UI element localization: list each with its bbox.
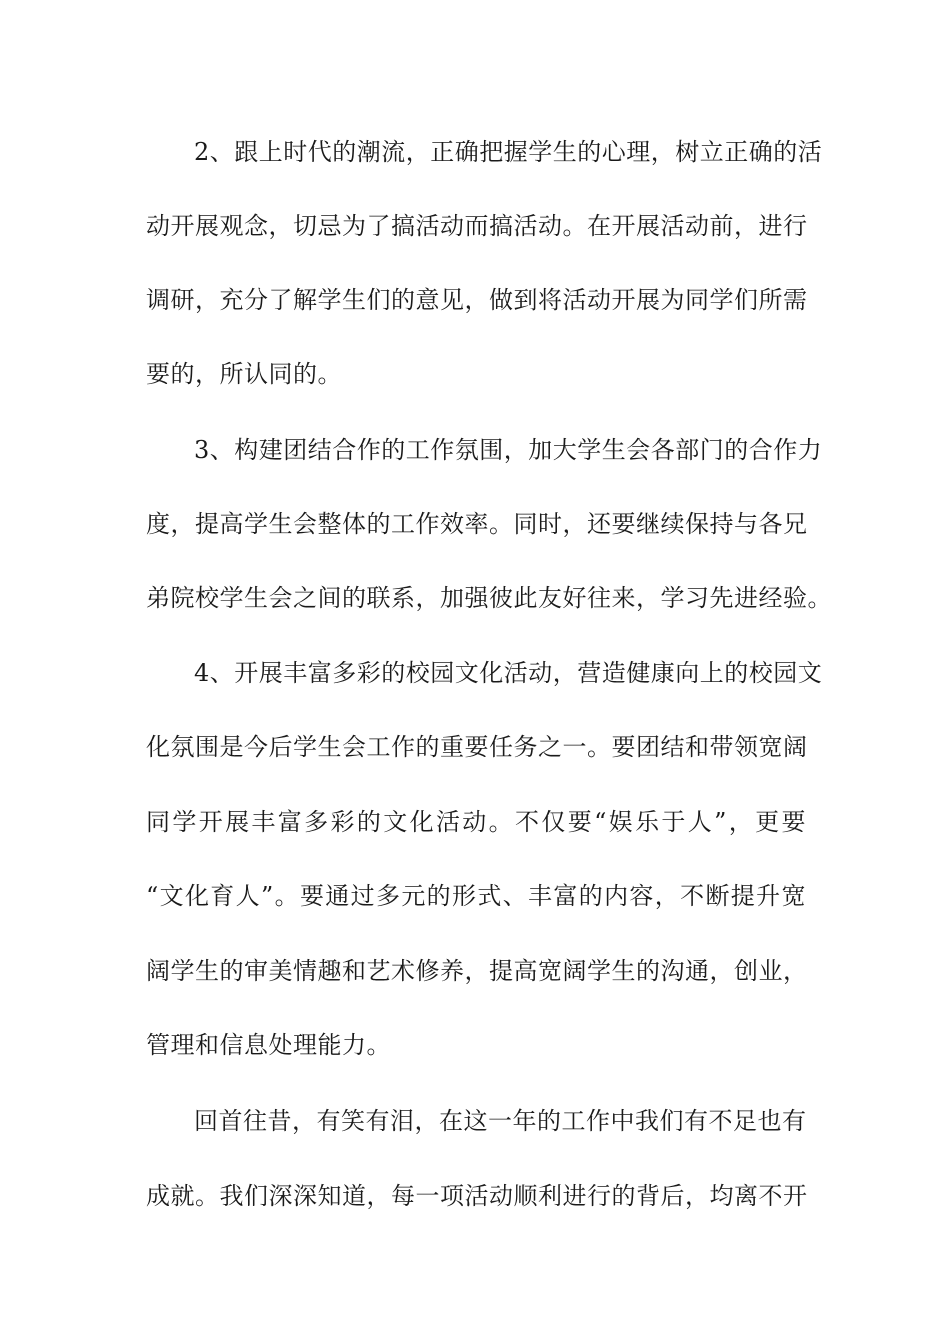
paragraph-2-line-4: 要的，所认同的。	[146, 360, 342, 388]
paragraph-4-line-4: “文化育人”。要通过多元的形式、丰富的内容，不断提升宽	[146, 882, 806, 910]
paragraph-3-line-2: 度，提高学生会整体的工作效率。同时，还要继续保持与各兄	[146, 510, 808, 538]
paragraph-3-line-1: 3、构建团结合作的工作氛围，加大学生会各部门的合作力	[194, 436, 823, 464]
paragraph-4-line-5: 阔学生的审美情趣和艺术修养，提高宽阔学生的沟通，创业，	[146, 957, 808, 985]
paragraph-3-line-3: 弟院校学生会之间的联系，加强彼此友好往来，学习先进经验。	[146, 584, 832, 612]
paragraph-4-line-3: 同学开展丰富多彩的文化活动。不仅要“娱乐于人”，更要	[146, 808, 806, 836]
paragraph-5-line-1: 回首往昔，有笑有泪，在这一年的工作中我们有不足也有	[194, 1107, 807, 1135]
paragraph-2-line-2: 动开展观念，切忌为了搞活动而搞活动。在开展活动前，进行	[146, 212, 808, 240]
paragraph-4-line-1: 4、开展丰富多彩的校园文化活动，营造健康向上的校园文	[194, 659, 823, 687]
paragraph-2-line-3: 调研，充分了解学生们的意见，做到将活动开展为同学们所需	[146, 286, 808, 314]
paragraph-2-line-1: 2、跟上时代的潮流，正确把握学生的心理，树立正确的活	[194, 138, 823, 166]
paragraph-4-line-6: 管理和信息处理能力。	[146, 1031, 391, 1059]
paragraph-4-line-2: 化氛围是今后学生会工作的重要任务之一。要团结和带领宽阔	[146, 733, 808, 761]
paragraph-5-line-2: 成就。我们深深知道，每一项活动顺利进行的背后，均离不开	[146, 1182, 808, 1210]
